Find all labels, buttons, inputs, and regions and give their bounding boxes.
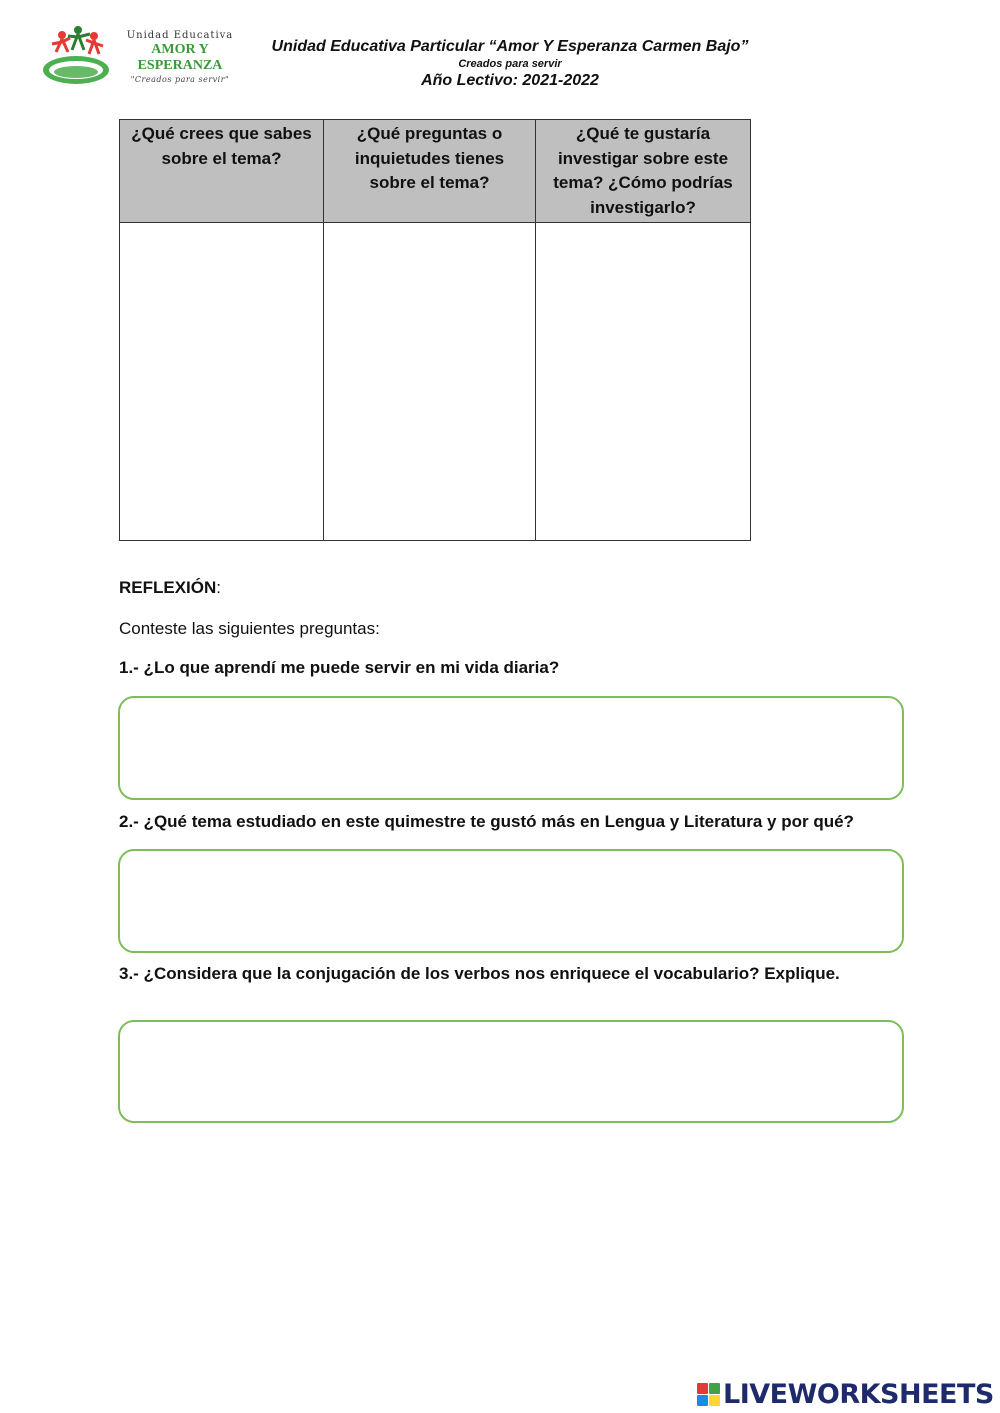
table-row [120, 223, 751, 541]
table-header-investigate: ¿Qué te gustaría investigar sobre este tema? ¿Cómo podrías investigarlo? [536, 120, 751, 223]
reflection-heading [119, 578, 221, 598]
logo-square-yellow [709, 1395, 720, 1406]
liveworksheets-watermark [697, 1377, 994, 1411]
instructions: Conteste las siguientes preguntas: [119, 619, 380, 638]
school-motto: Creados para servir [458, 58, 562, 70]
watermark-text: LIVEWORKSHEETS [723, 1378, 994, 1410]
logo-line-3: "Creados para servir" [130, 75, 230, 84]
logo-line-2: AMOR Y ESPERANZA [137, 42, 223, 73]
school-year: Año Lectivo: 2021-2022 [421, 72, 599, 89]
table-header-questions: ¿Qué preguntas o inquietudes tienes sobre el tema? [324, 120, 536, 223]
answer-cell-investigate[interactable] [536, 223, 751, 541]
document-header [260, 38, 760, 90]
liveworksheets-logo-icon [697, 1383, 720, 1406]
logo-square-blue [697, 1395, 708, 1406]
school-logo [40, 24, 250, 88]
kwl-table [119, 119, 751, 541]
logo-square-green [709, 1383, 720, 1394]
answer-box-1[interactable] [118, 696, 904, 800]
table-header-row [120, 120, 751, 223]
answer-box-2[interactable] [118, 849, 904, 953]
school-title: Unidad Educativa Particular “Amor Y Esperanza Carmen Bajo” [271, 38, 749, 55]
question-3: 3.- ¿Considera que la conjugación de los verbos nos enriquece el vocabulario? Explique. [119, 964, 840, 983]
table-header-know: ¿Qué crees que sabes sobre el tema? [120, 120, 324, 223]
question-1: 1.- ¿Lo que aprendí me puede servir en mi vida diaria? [119, 658, 560, 677]
answer-cell-know[interactable] [120, 223, 324, 541]
reflection-label: REFLEXIÓN [119, 578, 217, 597]
reflection-colon: : [216, 578, 222, 597]
school-emblem-icon [40, 24, 110, 88]
logo-square-red [697, 1383, 708, 1394]
question-2: 2.- ¿Qué tema estudiado en este quimestre te gustó más en Lengua y Literatura y por qué? [119, 812, 854, 831]
answer-box-3[interactable] [118, 1020, 904, 1123]
answer-cell-questions[interactable] [324, 223, 536, 541]
logo-line-1: Unidad Educativa [126, 30, 234, 41]
